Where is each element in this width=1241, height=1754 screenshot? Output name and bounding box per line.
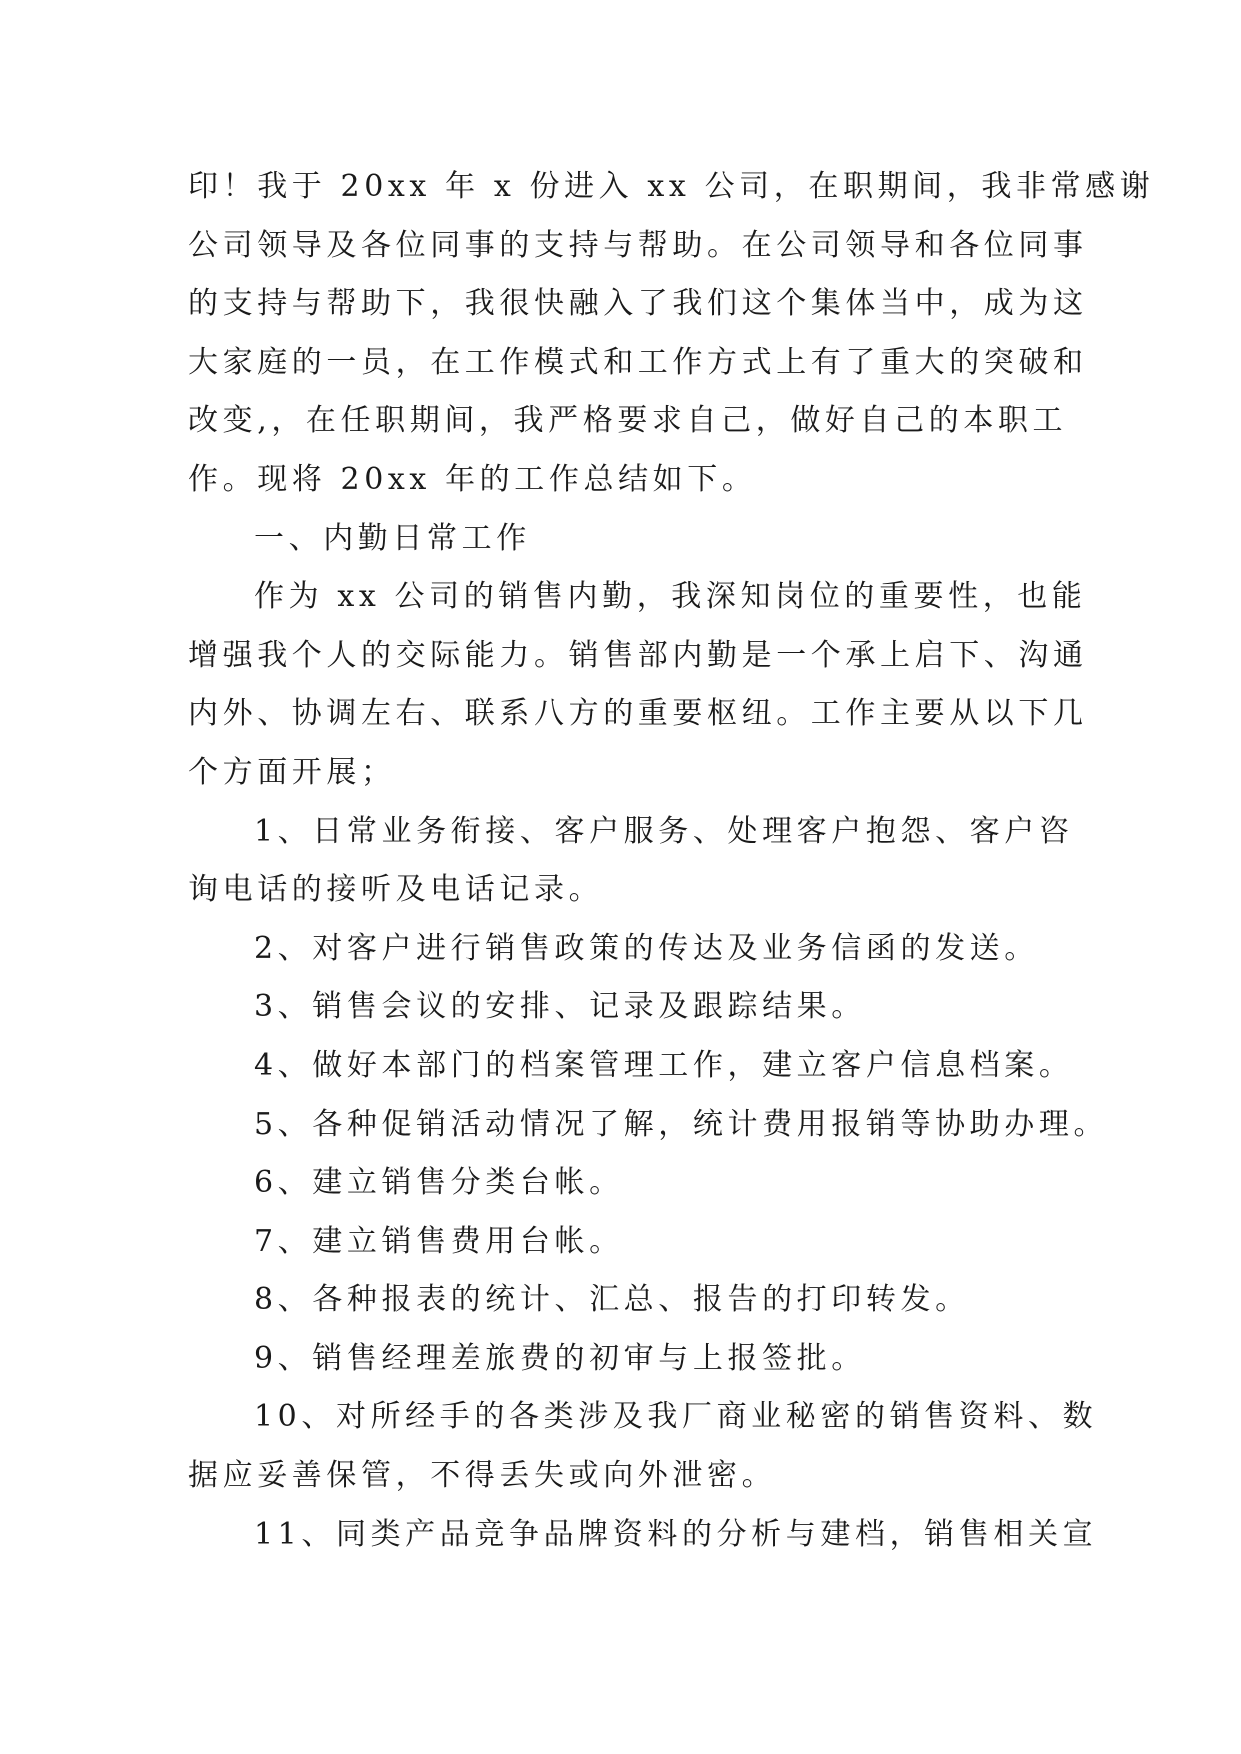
text-line: 4、做好本部门的档案管理工作，建立客户信息档案。 [254, 1047, 1074, 1083]
text-line: 大家庭的一员，在工作模式和工作方式上有了重大的突破和 [188, 344, 1088, 380]
text-line: 10、对所经手的各类涉及我厂商业秘密的销售资料、数 [254, 1399, 1098, 1435]
text-line: 1、日常业务衔接、客户服务、处理客户抱怨、客户咨 [254, 813, 1074, 849]
text-line: 作为 xx 公司的销售内勤，我深知岗位的重要性，也能 [254, 579, 1087, 615]
text-line: 印！我于 20xx 年 x 份进入 xx 公司，在职期间，我非常感谢 [188, 169, 1155, 204]
text-line: 一、内勤日常工作 [254, 520, 531, 556]
text-line: 7、建立销售费用台帐。 [254, 1223, 624, 1259]
text-line: 询电话的接听及电话记录。 [188, 872, 604, 908]
text-line: 6、建立销售分类台帐。 [254, 1165, 624, 1201]
document-body [188, 158, 1155, 1564]
text-line: 公司领导及各位同事的支持与帮助。在公司领导和各位同事 [188, 227, 1088, 263]
text-line: 3、销售会议的安排、记录及跟踪结果。 [254, 989, 866, 1025]
text-line: 改变,，在任职期间，我严格要求自己，做好自己的本职工 [188, 403, 1068, 439]
text-line: 个方面开展； [188, 754, 396, 790]
text-line: 增强我个人的交际能力。销售部内勤是一个承上启下、沟通 [188, 637, 1088, 673]
text-line: 内外、协调左右、联系八方的重要枢纽。工作主要从以下几 [188, 696, 1088, 732]
text-line: 据应妥善保管，不得丢失或向外泄密。 [188, 1458, 777, 1494]
text-line: 8、各种报表的统计、汇总、报告的打印转发。 [254, 1282, 970, 1318]
text-line: 11、同类产品竞争品牌资料的分析与建档，销售相关宣 [254, 1516, 1098, 1552]
text-line: 作。现将 20xx 年的工作总结如下。 [188, 461, 757, 497]
text-line: 2、对客户进行销售政策的传达及业务信函的发送。 [254, 930, 1039, 966]
text-line: 的支持与帮助下，我很快融入了我们这个集体当中，成为这 [188, 286, 1088, 322]
text-line: 5、各种促销活动情况了解，统计费用报销等协助办理。 [254, 1106, 1109, 1142]
text-line: 9、销售经理差旅费的初审与上报签批。 [254, 1340, 866, 1376]
